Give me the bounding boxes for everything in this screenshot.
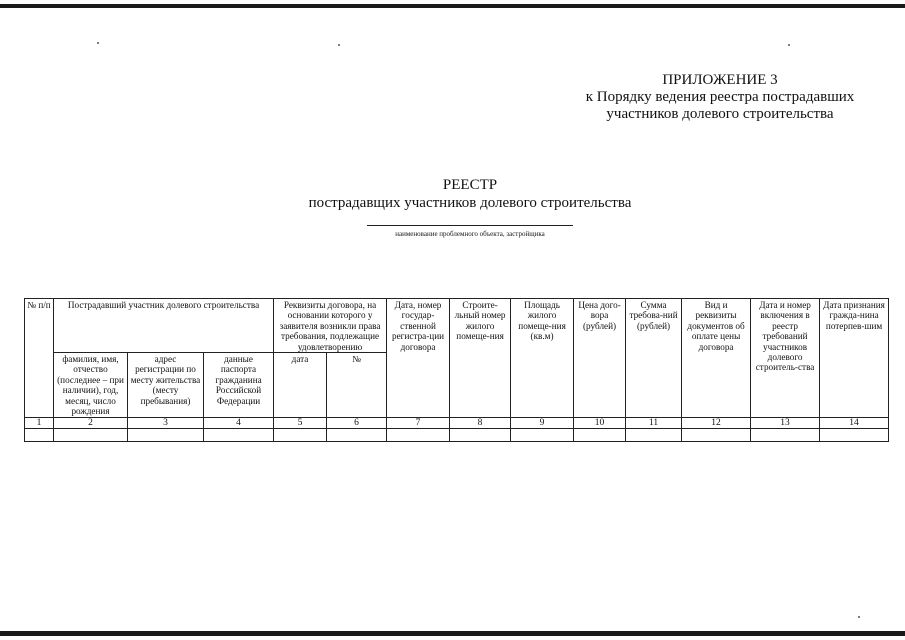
empty-cell [128,429,204,442]
col-header-participant: Пострадавший участник долевого строительства [54,299,274,353]
empty-cell [574,429,626,442]
col-header-inclusion: Дата и номер включения в реестр требований участников долевого строитель-ства [751,299,820,418]
column-number: 1 [25,418,54,429]
appendix-line-2: участников долевого строительства [606,106,834,122]
object-name-line [367,225,573,226]
empty-cell [54,429,128,442]
column-number: 14 [820,418,889,429]
header-row-1 [25,299,889,353]
col-header-address: адрес регистрации по месту жительства (месту пребывания) [128,353,204,418]
column-number: 12 [682,418,751,429]
empty-cell [511,429,574,442]
empty-cell [450,429,511,442]
empty-data-row [25,429,889,442]
col-header-fio: фамилия, имя, отчество (последнее – при наличии), год, месяц, число рождения [54,353,128,418]
col-header-passport: данные паспорта гражданина Российской Федерации [204,353,274,418]
empty-cell [274,429,327,442]
scan-speck [788,44,790,46]
col-header-area: Площадь жилого помеще-ния (кв.м) [511,299,574,418]
column-number: 5 [274,418,327,429]
empty-cell [327,429,387,442]
register-title: РЕЕСТР [442,177,498,193]
empty-cell [25,429,54,442]
top-border-line [0,4,905,8]
empty-cell [820,429,889,442]
col-header-building-number: Строите-льный номер жилого помеще-ния [450,299,511,418]
column-number: 4 [204,418,274,429]
col-header-contract-number: № [327,353,387,418]
col-header-contract-date: дата [274,353,327,418]
col-header-price: Цена дого-вора (рублей) [574,299,626,418]
column-number: 9 [511,418,574,429]
register-subtitle: пострадавщих участников долевого строительства [308,195,632,211]
column-number: 13 [751,418,820,429]
scan-speck [858,616,860,618]
scan-speck [338,44,340,46]
column-number-row [25,418,889,429]
empty-cell [204,429,274,442]
column-number: 11 [626,418,682,429]
empty-cell [751,429,820,442]
register-table [24,298,889,442]
empty-cell [682,429,751,442]
appendix-line-1: к Порядку ведения реестра пострадавших [585,89,855,105]
col-header-recognition: Дата признания гражда-нина потерпев-шим [820,299,889,418]
col-header-number: № п/п [25,299,54,418]
empty-cell [387,429,450,442]
column-number: 10 [574,418,626,429]
empty-cell [626,429,682,442]
object-name-caption: наименование проблемного объекта, застройщика [395,230,545,238]
register-title-block [240,176,700,212]
appendix-title: ПРИЛОЖЕНИЕ 3 [662,72,778,88]
column-number: 2 [54,418,128,429]
col-header-contract: Реквизиты договора, на основании которого у заявителя возникли права требования, подлежащие удовлетворению [274,299,387,353]
column-number: 6 [327,418,387,429]
column-number: 8 [450,418,511,429]
col-header-claim-sum: Сумма требова-ний (рублей) [626,299,682,418]
appendix-header [540,72,900,123]
col-header-payment-docs: Вид и реквизиты документов об оплате цены договора [682,299,751,418]
scan-speck [97,42,99,44]
col-header-state-registration: Дата, номер государ-ственной регистра-ции договора [387,299,450,418]
bottom-border-line [0,631,905,636]
column-number: 7 [387,418,450,429]
column-number: 3 [128,418,204,429]
